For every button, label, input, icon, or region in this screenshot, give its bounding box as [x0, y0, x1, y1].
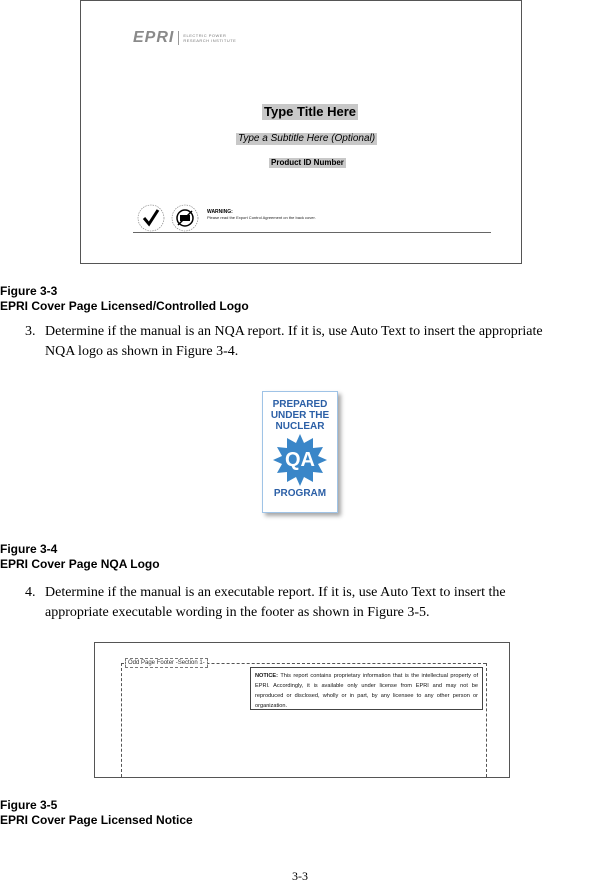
footer-boundary [486, 663, 487, 777]
nqa-logo [262, 391, 338, 513]
page-number: 3-3 [292, 869, 308, 883]
figure-3-5-title: EPRI Cover Page Licensed Notice [0, 813, 193, 827]
qa-star-badge [263, 432, 337, 488]
qa-badge-text: QA [285, 449, 315, 471]
notice-text: This report contains proprietary information that is the intellectual property of EPRI. Accordingly, it is available only under license from EPRI and may not be reproduced or disclosed, wholly or in part, by any licensee to any other person or organization. [255, 673, 479, 709]
list-item-4 [25, 584, 600, 624]
list-item-number: 4. [25, 585, 36, 600]
controlled-seal-icon [172, 205, 198, 231]
figure-3-5-label: Figure 3-5 [0, 798, 58, 812]
list-item-line: Determine if the manual is an NQA report. If it is, use Auto Text to insert the appropriate [45, 324, 543, 339]
cover-subtitle-field: Type a Subtitle Here (Optional) [238, 133, 376, 144]
figure-3-4-label: Figure 3-4 [0, 542, 58, 556]
figure-3-4-caption [0, 542, 160, 572]
cover-product-id-field: Product ID Number [271, 158, 344, 167]
cover-title-field: Type Title Here [264, 104, 356, 119]
nqa-logo-line: PROGRAM [273, 488, 327, 499]
footer-boundary [121, 663, 122, 777]
figure-3-3-title: EPRI Cover Page Licensed/Controlled Logo [0, 299, 249, 313]
nqa-logo-line: NUCLEAR [275, 421, 325, 432]
list-item-number: 3. [25, 324, 36, 339]
figure-3-5-footer-image [94, 642, 510, 778]
figure-3-5-caption [0, 798, 193, 828]
checkmark-seal-icon [138, 205, 164, 231]
licensed-notice-box [250, 667, 483, 710]
nqa-logo-line: PREPARED [272, 399, 328, 410]
list-item-line: Determine if the manual is an executable report. If it is, use Auto Text to insert the [45, 585, 506, 600]
notice-label: NOTICE: [255, 673, 278, 679]
figure-3-3-label: Figure 3-3 [0, 284, 58, 298]
epri-logo-tagline: ELECTRIC POWER RESEARCH INSTITUTE [183, 33, 237, 44]
nqa-logo-line: UNDER THE [270, 410, 330, 421]
figure-3-3-caption [0, 284, 249, 314]
figure-3-3-cover-image [80, 0, 522, 264]
export-warning-title: WARNING: [207, 209, 233, 215]
list-item-line: appropriate executable wording in the footer as shown in Figure 3-5. [45, 605, 430, 620]
figure-3-4-title: EPRI Cover Page NQA Logo [0, 557, 160, 571]
cover-rule [133, 232, 491, 233]
odd-page-footer-label: Odd Page Footer -Section 1- [125, 658, 208, 668]
list-item-3 [25, 323, 600, 363]
epri-logo-word: EPRI [133, 29, 175, 46]
epri-logo [133, 29, 236, 47]
export-warning-text: Please read the Export Control Agreement on the back cover. [207, 215, 316, 220]
licensed-controlled-seals [135, 201, 205, 235]
list-item-line: NQA logo as shown in Figure 3-4. [45, 344, 239, 359]
